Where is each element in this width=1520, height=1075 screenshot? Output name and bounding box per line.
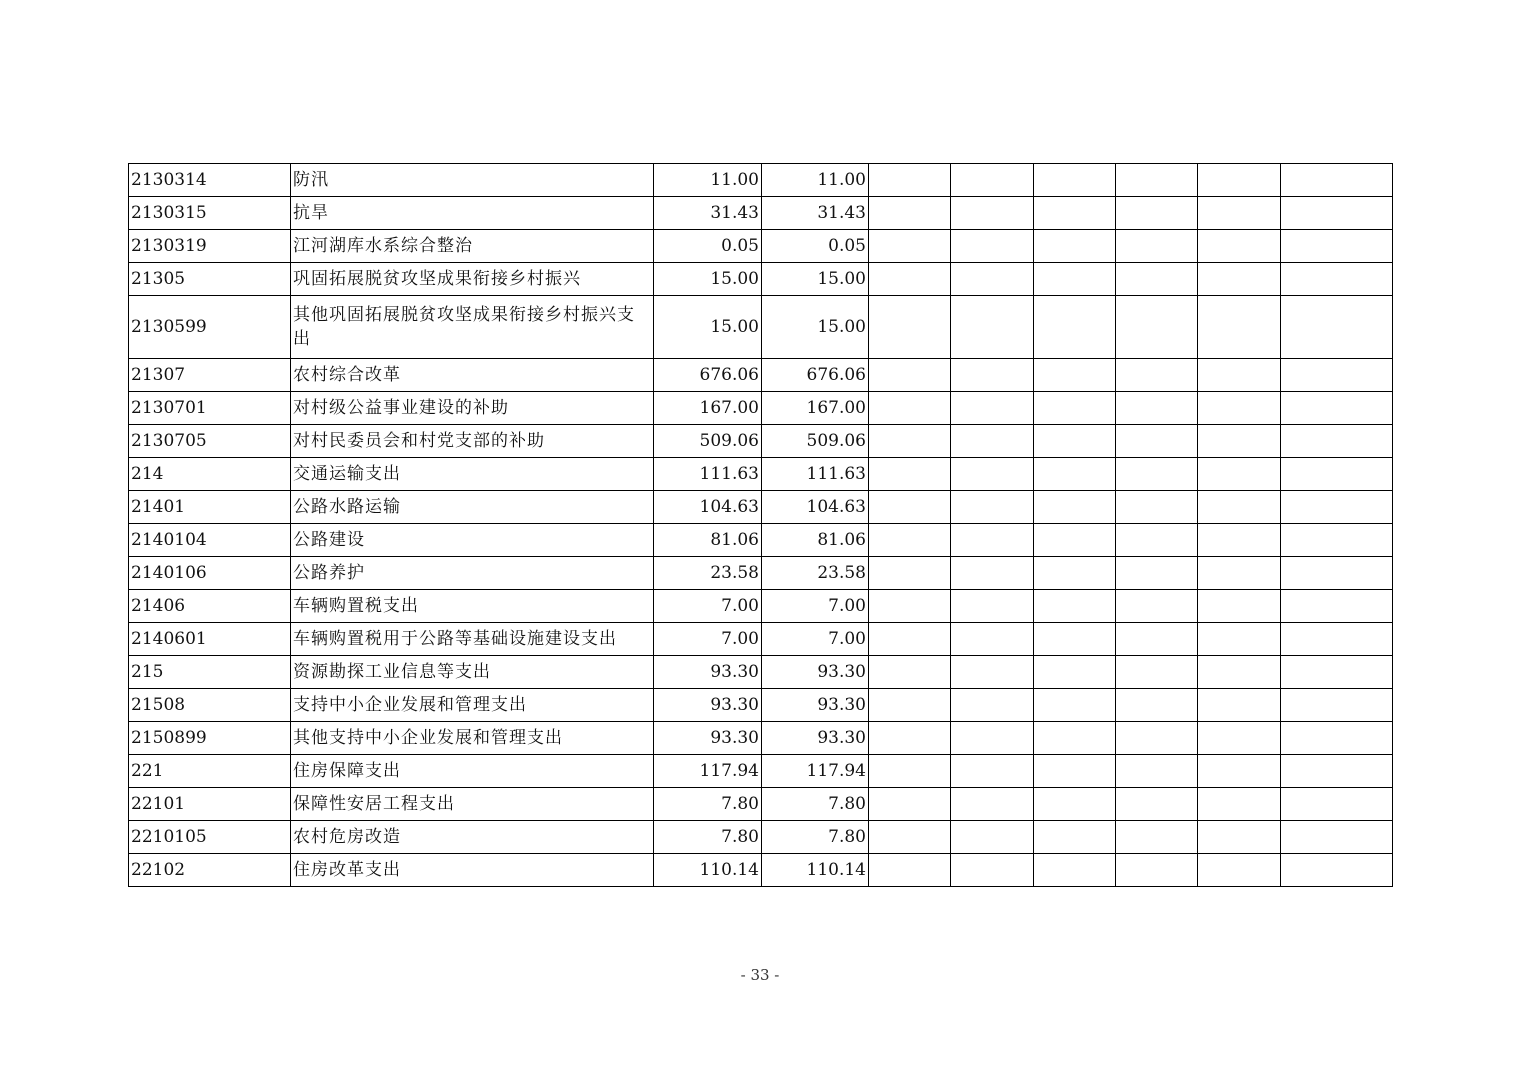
cell-amount-1: 0.05 bbox=[654, 230, 762, 263]
cell-amount-1: 7.00 bbox=[654, 623, 762, 656]
cell-empty bbox=[1116, 656, 1198, 689]
table-row bbox=[129, 164, 1393, 197]
table-row bbox=[129, 854, 1393, 887]
cell-empty bbox=[1198, 689, 1281, 722]
table-row bbox=[129, 197, 1393, 230]
cell-code: 21305 bbox=[129, 263, 291, 296]
cell-empty bbox=[1281, 755, 1393, 788]
cell-name: 抗旱 bbox=[291, 197, 654, 230]
cell-empty bbox=[951, 623, 1034, 656]
cell-amount-2: 117.94 bbox=[762, 755, 869, 788]
cell-empty bbox=[951, 788, 1034, 821]
cell-empty bbox=[869, 230, 951, 263]
cell-empty bbox=[869, 263, 951, 296]
cell-empty bbox=[1116, 491, 1198, 524]
cell-amount-2: 7.00 bbox=[762, 623, 869, 656]
table-row bbox=[129, 689, 1393, 722]
cell-empty bbox=[1198, 755, 1281, 788]
cell-amount-2: 509.06 bbox=[762, 425, 869, 458]
cell-name: 公路水路运输 bbox=[291, 491, 654, 524]
cell-empty bbox=[1034, 263, 1116, 296]
cell-empty bbox=[869, 854, 951, 887]
cell-empty bbox=[1198, 197, 1281, 230]
cell-empty bbox=[869, 425, 951, 458]
cell-empty bbox=[951, 425, 1034, 458]
cell-empty bbox=[1034, 788, 1116, 821]
cell-empty bbox=[1116, 755, 1198, 788]
cell-empty bbox=[1198, 722, 1281, 755]
cell-empty bbox=[869, 623, 951, 656]
cell-empty bbox=[951, 230, 1034, 263]
cell-amount-1: 104.63 bbox=[654, 491, 762, 524]
cell-empty bbox=[1116, 359, 1198, 392]
cell-empty bbox=[1034, 197, 1116, 230]
cell-empty bbox=[951, 557, 1034, 590]
cell-empty bbox=[1116, 788, 1198, 821]
cell-code: 21406 bbox=[129, 590, 291, 623]
cell-amount-1: 93.30 bbox=[654, 689, 762, 722]
cell-name: 资源勘探工业信息等支出 bbox=[291, 656, 654, 689]
cell-code: 2130314 bbox=[129, 164, 291, 197]
cell-code: 221 bbox=[129, 755, 291, 788]
cell-empty bbox=[1281, 197, 1393, 230]
cell-empty bbox=[1281, 788, 1393, 821]
cell-empty bbox=[951, 656, 1034, 689]
page-number: - 33 - bbox=[740, 966, 780, 984]
cell-code: 2130319 bbox=[129, 230, 291, 263]
cell-empty bbox=[1034, 230, 1116, 263]
cell-amount-2: 110.14 bbox=[762, 854, 869, 887]
cell-empty bbox=[1198, 623, 1281, 656]
cell-empty bbox=[869, 656, 951, 689]
cell-empty bbox=[1034, 359, 1116, 392]
cell-amount-2: 93.30 bbox=[762, 689, 869, 722]
cell-empty bbox=[1281, 491, 1393, 524]
cell-empty bbox=[951, 722, 1034, 755]
cell-empty bbox=[1198, 557, 1281, 590]
cell-code: 2130705 bbox=[129, 425, 291, 458]
cell-name: 车辆购置税支出 bbox=[291, 590, 654, 623]
cell-empty bbox=[1198, 230, 1281, 263]
cell-name: 农村综合改革 bbox=[291, 359, 654, 392]
table-row bbox=[129, 491, 1393, 524]
cell-name: 农村危房改造 bbox=[291, 821, 654, 854]
cell-amount-1: 7.80 bbox=[654, 788, 762, 821]
cell-empty bbox=[951, 854, 1034, 887]
cell-code: 2130701 bbox=[129, 392, 291, 425]
cell-empty bbox=[1281, 623, 1393, 656]
cell-empty bbox=[1198, 359, 1281, 392]
cell-name: 支持中小企业发展和管理支出 bbox=[291, 689, 654, 722]
cell-empty bbox=[1198, 821, 1281, 854]
cell-amount-2: 31.43 bbox=[762, 197, 869, 230]
cell-empty bbox=[1281, 524, 1393, 557]
cell-empty bbox=[1198, 164, 1281, 197]
cell-empty bbox=[1116, 164, 1198, 197]
cell-empty bbox=[1198, 524, 1281, 557]
cell-empty bbox=[1116, 425, 1198, 458]
cell-empty bbox=[1034, 425, 1116, 458]
cell-code: 2140601 bbox=[129, 623, 291, 656]
cell-empty bbox=[1116, 689, 1198, 722]
cell-amount-2: 0.05 bbox=[762, 230, 869, 263]
table-row bbox=[129, 296, 1393, 359]
cell-name: 公路建设 bbox=[291, 524, 654, 557]
cell-amount-1: 15.00 bbox=[654, 263, 762, 296]
cell-amount-2: 23.58 bbox=[762, 557, 869, 590]
cell-empty bbox=[1116, 590, 1198, 623]
cell-code: 2150899 bbox=[129, 722, 291, 755]
cell-amount-2: 111.63 bbox=[762, 458, 869, 491]
cell-empty bbox=[869, 557, 951, 590]
cell-empty bbox=[869, 164, 951, 197]
cell-amount-1: 676.06 bbox=[654, 359, 762, 392]
cell-empty bbox=[951, 755, 1034, 788]
cell-empty bbox=[1116, 296, 1198, 359]
cell-name: 对村级公益事业建设的补助 bbox=[291, 392, 654, 425]
cell-empty bbox=[1198, 491, 1281, 524]
table-body bbox=[129, 164, 1393, 887]
table-row bbox=[129, 722, 1393, 755]
cell-empty bbox=[1198, 392, 1281, 425]
cell-empty bbox=[1116, 623, 1198, 656]
table-row bbox=[129, 656, 1393, 689]
cell-amount-1: 111.63 bbox=[654, 458, 762, 491]
cell-empty bbox=[951, 458, 1034, 491]
table-row bbox=[129, 590, 1393, 623]
cell-empty bbox=[1116, 722, 1198, 755]
cell-amount-1: 93.30 bbox=[654, 656, 762, 689]
cell-code: 21307 bbox=[129, 359, 291, 392]
cell-code: 2140104 bbox=[129, 524, 291, 557]
table-row bbox=[129, 755, 1393, 788]
cell-empty bbox=[1281, 821, 1393, 854]
cell-amount-1: 117.94 bbox=[654, 755, 762, 788]
cell-empty bbox=[1034, 722, 1116, 755]
cell-name: 公路养护 bbox=[291, 557, 654, 590]
cell-empty bbox=[1281, 590, 1393, 623]
cell-empty bbox=[869, 491, 951, 524]
cell-empty bbox=[1281, 263, 1393, 296]
table-row bbox=[129, 359, 1393, 392]
cell-empty bbox=[1116, 458, 1198, 491]
cell-empty bbox=[951, 296, 1034, 359]
cell-empty bbox=[1198, 296, 1281, 359]
cell-empty bbox=[1198, 854, 1281, 887]
cell-amount-2: 7.80 bbox=[762, 821, 869, 854]
cell-empty bbox=[1034, 164, 1116, 197]
cell-amount-2: 167.00 bbox=[762, 392, 869, 425]
cell-amount-1: 23.58 bbox=[654, 557, 762, 590]
budget-table-container bbox=[128, 163, 1392, 887]
cell-empty bbox=[1281, 458, 1393, 491]
cell-empty bbox=[1034, 821, 1116, 854]
cell-amount-1: 167.00 bbox=[654, 392, 762, 425]
cell-empty bbox=[951, 689, 1034, 722]
cell-empty bbox=[951, 524, 1034, 557]
cell-empty bbox=[1281, 656, 1393, 689]
cell-amount-1: 11.00 bbox=[654, 164, 762, 197]
cell-empty bbox=[951, 263, 1034, 296]
cell-empty bbox=[951, 821, 1034, 854]
cell-empty bbox=[1034, 854, 1116, 887]
cell-name: 其他支持中小企业发展和管理支出 bbox=[291, 722, 654, 755]
cell-amount-1: 509.06 bbox=[654, 425, 762, 458]
cell-empty bbox=[1116, 230, 1198, 263]
cell-empty bbox=[1281, 359, 1393, 392]
cell-empty bbox=[1281, 230, 1393, 263]
cell-empty bbox=[1198, 263, 1281, 296]
cell-empty bbox=[1034, 524, 1116, 557]
table-row bbox=[129, 821, 1393, 854]
cell-empty bbox=[1198, 458, 1281, 491]
cell-code: 2210105 bbox=[129, 821, 291, 854]
cell-amount-1: 15.00 bbox=[654, 296, 762, 359]
cell-empty bbox=[1198, 425, 1281, 458]
cell-amount-2: 93.30 bbox=[762, 722, 869, 755]
cell-amount-2: 7.80 bbox=[762, 788, 869, 821]
cell-empty bbox=[1198, 788, 1281, 821]
cell-amount-2: 676.06 bbox=[762, 359, 869, 392]
cell-empty bbox=[1281, 392, 1393, 425]
cell-empty bbox=[1034, 755, 1116, 788]
cell-code: 22102 bbox=[129, 854, 291, 887]
cell-code: 21401 bbox=[129, 491, 291, 524]
table-row bbox=[129, 458, 1393, 491]
cell-name: 车辆购置税用于公路等基础设施建设支出 bbox=[291, 623, 654, 656]
table-row bbox=[129, 524, 1393, 557]
cell-amount-2: 104.63 bbox=[762, 491, 869, 524]
table-row bbox=[129, 425, 1393, 458]
cell-empty bbox=[1116, 821, 1198, 854]
cell-name: 对村民委员会和村党支部的补助 bbox=[291, 425, 654, 458]
cell-empty bbox=[1034, 656, 1116, 689]
cell-empty bbox=[1116, 854, 1198, 887]
budget-table bbox=[128, 163, 1393, 887]
cell-empty bbox=[1281, 689, 1393, 722]
cell-name: 交通运输支出 bbox=[291, 458, 654, 491]
cell-empty bbox=[869, 296, 951, 359]
cell-name: 巩固拓展脱贫攻坚成果衔接乡村振兴 bbox=[291, 263, 654, 296]
cell-empty bbox=[869, 458, 951, 491]
cell-empty bbox=[869, 392, 951, 425]
table-row bbox=[129, 557, 1393, 590]
cell-empty bbox=[1034, 689, 1116, 722]
cell-empty bbox=[869, 689, 951, 722]
cell-amount-1: 7.00 bbox=[654, 590, 762, 623]
cell-code: 2140106 bbox=[129, 557, 291, 590]
cell-empty bbox=[1034, 458, 1116, 491]
cell-amount-1: 110.14 bbox=[654, 854, 762, 887]
table-row bbox=[129, 230, 1393, 263]
cell-name: 其他巩固拓展脱贫攻坚成果衔接乡村振兴支出 bbox=[291, 296, 654, 359]
cell-name: 防汛 bbox=[291, 164, 654, 197]
cell-empty bbox=[1281, 722, 1393, 755]
cell-empty bbox=[1281, 425, 1393, 458]
cell-code: 22101 bbox=[129, 788, 291, 821]
cell-empty bbox=[869, 755, 951, 788]
cell-name: 住房改革支出 bbox=[291, 854, 654, 887]
cell-amount-1: 7.80 bbox=[654, 821, 762, 854]
cell-amount-1: 31.43 bbox=[654, 197, 762, 230]
cell-name: 保障性安居工程支出 bbox=[291, 788, 654, 821]
cell-empty bbox=[1034, 557, 1116, 590]
cell-code: 2130315 bbox=[129, 197, 291, 230]
table-row bbox=[129, 392, 1393, 425]
cell-amount-2: 81.06 bbox=[762, 524, 869, 557]
cell-code: 21508 bbox=[129, 689, 291, 722]
cell-empty bbox=[1198, 656, 1281, 689]
cell-empty bbox=[869, 788, 951, 821]
cell-code: 2130599 bbox=[129, 296, 291, 359]
cell-empty bbox=[1034, 392, 1116, 425]
cell-code: 215 bbox=[129, 656, 291, 689]
cell-empty bbox=[869, 590, 951, 623]
cell-amount-2: 15.00 bbox=[762, 296, 869, 359]
cell-empty bbox=[1034, 623, 1116, 656]
cell-empty bbox=[1281, 296, 1393, 359]
cell-amount-2: 7.00 bbox=[762, 590, 869, 623]
cell-empty bbox=[1116, 392, 1198, 425]
cell-empty bbox=[1034, 491, 1116, 524]
cell-empty bbox=[1034, 296, 1116, 359]
cell-empty bbox=[1281, 854, 1393, 887]
cell-empty bbox=[1198, 590, 1281, 623]
table-row bbox=[129, 263, 1393, 296]
cell-empty bbox=[951, 392, 1034, 425]
cell-empty bbox=[869, 197, 951, 230]
cell-empty bbox=[951, 491, 1034, 524]
cell-empty bbox=[869, 524, 951, 557]
cell-empty bbox=[1281, 164, 1393, 197]
table-row bbox=[129, 623, 1393, 656]
cell-empty bbox=[1116, 557, 1198, 590]
cell-empty bbox=[1116, 524, 1198, 557]
cell-code: 214 bbox=[129, 458, 291, 491]
cell-empty bbox=[951, 590, 1034, 623]
cell-amount-2: 11.00 bbox=[762, 164, 869, 197]
cell-empty bbox=[1281, 557, 1393, 590]
cell-amount-2: 93.30 bbox=[762, 656, 869, 689]
cell-amount-2: 15.00 bbox=[762, 263, 869, 296]
cell-empty bbox=[869, 722, 951, 755]
cell-empty bbox=[869, 821, 951, 854]
cell-empty bbox=[869, 359, 951, 392]
cell-name: 住房保障支出 bbox=[291, 755, 654, 788]
cell-amount-1: 81.06 bbox=[654, 524, 762, 557]
cell-empty bbox=[1034, 590, 1116, 623]
cell-amount-1: 93.30 bbox=[654, 722, 762, 755]
cell-empty bbox=[1116, 197, 1198, 230]
cell-empty bbox=[951, 359, 1034, 392]
cell-empty bbox=[951, 197, 1034, 230]
cell-empty bbox=[951, 164, 1034, 197]
cell-empty bbox=[1116, 263, 1198, 296]
cell-name: 江河湖库水系综合整治 bbox=[291, 230, 654, 263]
table-row bbox=[129, 788, 1393, 821]
